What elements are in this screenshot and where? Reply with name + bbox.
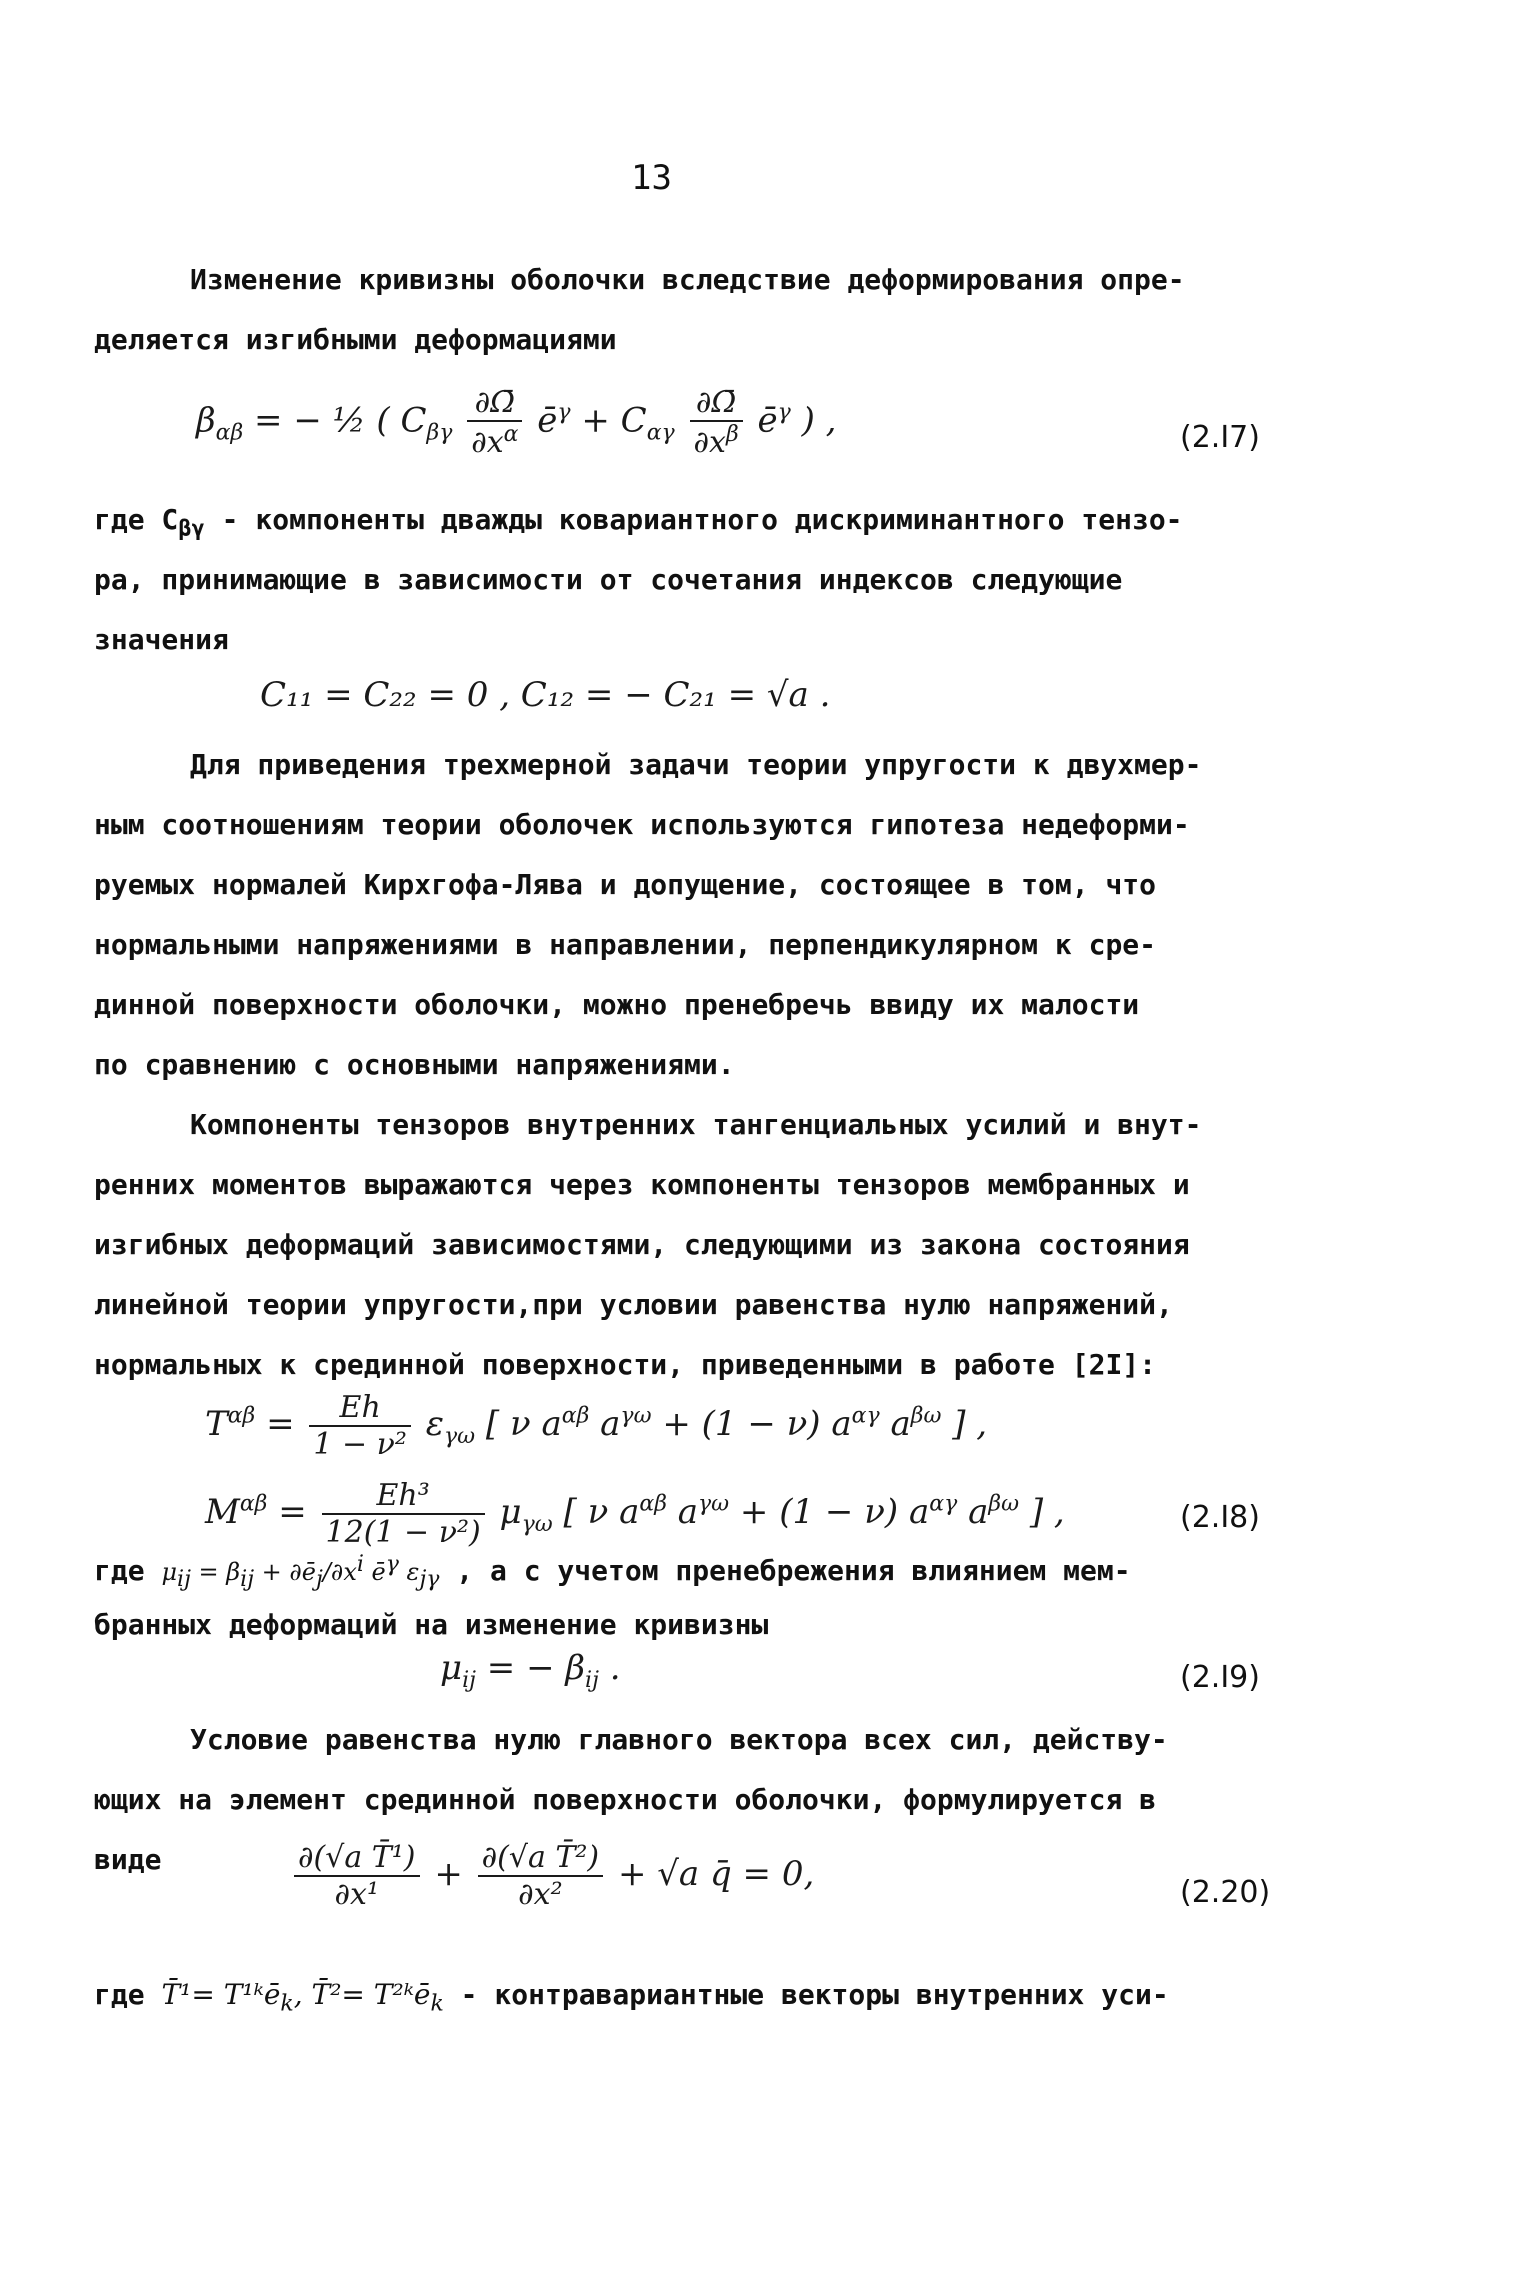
eq-symbol: T̄¹= T¹ᵏē: [161, 1978, 281, 2011]
text-line: Для приведения трехмерной задачи теории упругости к двухмер-: [190, 748, 1202, 781]
eq-symbol: ∂x: [471, 425, 504, 460]
frac-denominator: ∂x¹: [334, 1877, 379, 1912]
eq-symbol: ε: [425, 1404, 445, 1444]
eq-symbol: T: [205, 1404, 228, 1444]
eq-symbol: a: [968, 1492, 989, 1532]
frac-denominator: 1 − ν²: [313, 1427, 407, 1462]
text-span: где: [94, 1554, 145, 1587]
eq-subscript: αβ: [215, 420, 244, 446]
text-span: - компоненты дважды ковариантного дискриминантного тензо-: [204, 503, 1183, 536]
eq-subscript: αγ: [646, 420, 675, 446]
inline-formula: [161, 1552, 440, 1592]
eq-symbol: [ ν a: [485, 1404, 562, 1444]
eq-subscript: ij: [177, 1566, 191, 1592]
eq-fraction: [478, 1840, 604, 1912]
equation-2-19: [440, 1648, 621, 1693]
frac-numerator: ∂Ω̄: [467, 385, 522, 422]
eq-subscript: k: [280, 1991, 294, 2017]
paragraph-mu-definition: [94, 1535, 1294, 1655]
frac-numerator: ∂(√a T̄²): [478, 1840, 604, 1877]
frac-denominator: [690, 422, 743, 460]
eq-symbol: +: [434, 1854, 463, 1894]
eq-symbol: ∂x: [693, 425, 726, 460]
eq-symbol: ē: [363, 1558, 386, 1586]
text-line: ра, принимающие в зависимости от сочетания индексов следующие: [94, 563, 1123, 596]
eq-subscript: ij: [240, 1566, 255, 1592]
eq-superscript: αβ: [639, 1491, 667, 1517]
eq-subscript: βγ: [178, 516, 205, 542]
text-span: , а с учетом пренебрежения влиянием мем-: [439, 1554, 1131, 1587]
equation-2-20: [290, 1840, 814, 1912]
eq-symbol: μ: [499, 1492, 522, 1532]
eq-symbol: , T̄²= T²ᵏē: [293, 1978, 431, 2011]
eq-symbol: [ ν a: [563, 1492, 640, 1532]
eq-subscript: j: [316, 1566, 323, 1592]
text-line: виде: [94, 1843, 162, 1876]
text-line: нормальных к срединной поверхности, приведенными в работе [2I]:: [94, 1348, 1157, 1381]
frac-numerator: ∂Ω̄: [690, 385, 743, 422]
eq-symbol: .: [609, 1648, 621, 1688]
eq-superscript: γω: [698, 1491, 730, 1517]
eq-symbol: a: [600, 1404, 621, 1444]
eq-superscript: αγ: [851, 1403, 880, 1429]
eq-symbol: ] ,: [1029, 1492, 1065, 1532]
paragraph-tensor-components: [94, 1095, 1294, 1395]
eq-symbol: =: [266, 1404, 295, 1444]
eq-superscript: γω: [620, 1403, 652, 1429]
eq-superscript: α: [503, 422, 519, 447]
eq-fraction: [309, 1390, 411, 1462]
text-line: [94, 490, 1294, 550]
equation-number-2-17: (2.I7): [1180, 420, 1260, 455]
text-line: [94, 1535, 1294, 1595]
eq-symbol: ) ,: [801, 400, 837, 441]
paragraph-discriminant: [94, 490, 1294, 670]
eq-symbol: ē: [537, 400, 558, 441]
text-line: Условие равенства нулю главного вектора всех сил, действу-: [190, 1723, 1168, 1756]
eq-subscript: k: [430, 1991, 444, 2017]
eq-superscript: αγ: [929, 1491, 958, 1517]
text-span: где C: [94, 503, 179, 536]
eq-symbol: + C: [581, 400, 647, 441]
equation-t-tensor: [205, 1390, 987, 1462]
eq-fraction: [467, 385, 522, 460]
text-line: ющих на элемент срединной поверхности оболочки, формулируется в: [94, 1783, 1157, 1816]
frac-denominator: [467, 422, 522, 460]
text-line: деляется изгибными деформациями: [94, 323, 617, 356]
frac-numerator: Eh: [309, 1390, 411, 1427]
text-line: руемых нормалей Кирхгофа-Лява и допущение, состоящее в том, что: [94, 868, 1157, 901]
text-line: бранных деформаций на изменение кривизны: [94, 1608, 769, 1641]
eq-symbol: a: [890, 1404, 911, 1444]
text-line: изгибных деформаций зависимостями, следующими из закона состояния: [94, 1228, 1190, 1261]
eq-symbol: μ: [440, 1648, 463, 1688]
eq-symbol: ] ,: [952, 1404, 988, 1444]
eq-symbol: + (1 − ν) a: [739, 1492, 930, 1532]
text-line: значения: [94, 623, 229, 656]
eq-superscript: βω: [910, 1403, 942, 1429]
eq-fraction: [294, 1840, 420, 1912]
eq-symbol: ē: [757, 400, 778, 441]
frac-denominator: ∂x²: [518, 1877, 563, 1912]
inline-formula: [161, 1978, 444, 2017]
text-line: Компоненты тензоров внутренних тангенциальных усилий и внут-: [190, 1108, 1202, 1141]
text-line: линейной теории упругости,при условии равенства нулю напряжений,: [94, 1288, 1173, 1321]
equation-c-values: C₁₁ = C₂₂ = 0 , C₁₂ = − C₂₁ = √a .: [260, 675, 831, 715]
eq-superscript: γ: [557, 400, 571, 426]
frac-numerator: Eh³: [322, 1478, 485, 1515]
eq-symbol: μ: [161, 1558, 178, 1586]
eq-superscript: αβ: [227, 1403, 256, 1429]
text-line: Изменение кривизны оболочки вследствие деформирования опре-: [190, 263, 1185, 296]
eq-fraction: [690, 385, 743, 460]
text-span: - контравариантные векторы внутренних уси-: [443, 1978, 1169, 2011]
eq-symbol: a: [677, 1492, 699, 1532]
eq-symbol: β: [196, 400, 216, 441]
eq-subscript: ij: [585, 1667, 599, 1693]
eq-symbol: = − β: [486, 1648, 586, 1688]
paragraph-curvature: [94, 250, 1294, 370]
eq-superscript: γ: [777, 400, 791, 426]
equation-number-2-20: (2.20): [1180, 1875, 1271, 1910]
eq-superscript: αβ: [561, 1403, 590, 1429]
eq-symbol: = β: [190, 1558, 241, 1586]
text-span: где: [94, 1978, 145, 2011]
eq-subscript: γω: [521, 1511, 553, 1537]
eq-symbol: + (1 − ν) a: [662, 1404, 852, 1444]
eq-symbol: ε: [398, 1558, 420, 1586]
text-line: ным соотношениям теории оболочек используются гипотеза недеформи-: [94, 808, 1190, 841]
paragraph-contravariant: [94, 1965, 1294, 2025]
eq-symbol: /∂x: [322, 1558, 357, 1586]
equation-2-17: [196, 385, 836, 460]
eq-symbol: M: [205, 1492, 240, 1532]
frac-numerator: ∂(√a T̄¹): [294, 1840, 420, 1877]
eq-superscript: αβ: [239, 1491, 268, 1517]
text-line: ренних моментов выражаются через компоненты тензоров мембранных и: [94, 1168, 1190, 1201]
eq-subscript: βγ: [426, 420, 453, 446]
text-line: [94, 1965, 1294, 2025]
page-number: 13: [631, 158, 672, 198]
eq-symbol: +: [254, 1558, 290, 1586]
text-line: нормальными напряжениями в направлении, перпендикулярном к сре-: [94, 928, 1157, 961]
eq-symbol: = − ½ ( C: [254, 400, 427, 441]
eq-superscript: γ: [385, 1552, 399, 1577]
eq-subscript: ij: [462, 1667, 476, 1693]
eq-symbol: + √a q̄ = 0,: [617, 1854, 815, 1894]
paragraph-hypothesis: [94, 735, 1294, 1095]
eq-subscript: γω: [444, 1423, 476, 1449]
frac-denominator: 12(1 − ν²): [325, 1515, 481, 1550]
eq-superscript: β: [725, 422, 739, 447]
eq-subscript: jγ: [419, 1566, 440, 1592]
text-line: по сравнению с основными напряжениями.: [94, 1048, 735, 1081]
eq-symbol: ∂ē: [289, 1558, 317, 1586]
equation-number-2-18: (2.I8): [1180, 1500, 1260, 1535]
text-line: динной поверхности оболочки, можно пренебречь ввиду их малости: [94, 988, 1140, 1021]
eq-symbol: =: [278, 1492, 307, 1532]
equation-number-2-19: (2.I9): [1180, 1660, 1260, 1695]
eq-superscript: βω: [988, 1491, 1020, 1517]
eq-superscript: i: [356, 1552, 364, 1577]
